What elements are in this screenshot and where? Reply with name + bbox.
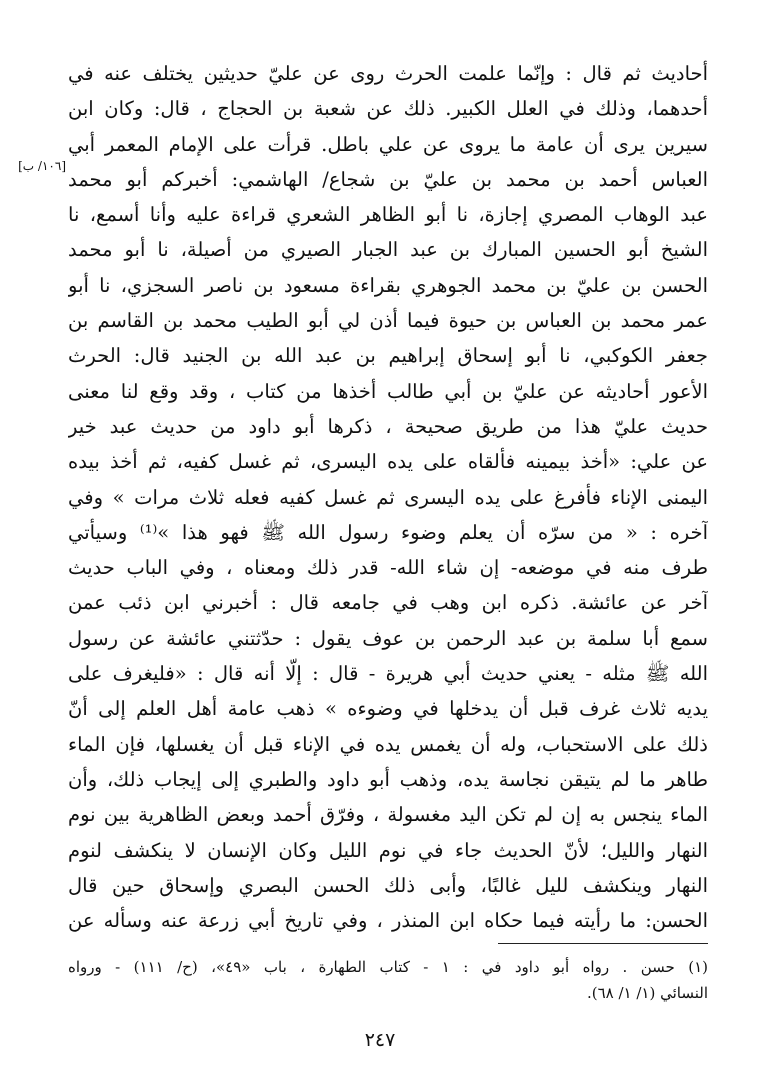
text-line: النهار والليل؛ لأنّ الحديث جاء في نوم الليل وكان الإنسان لا ينكشف لنوم xyxy=(68,838,708,862)
text-line: جعفر الكوكبي، نا أبو إسحاق إبراهيم بن عبد الله بن الجنيد قال: الحرث xyxy=(68,344,708,368)
text-line: طرف منه في موضعه- إن شاء الله- قدر ذلك ومعناه ، وفي الباب حديث xyxy=(68,556,708,580)
text-line: ذلك على الاستحباب، وله أن يغمس يده في الإناء قبل أن يغسلها، فإن الماء xyxy=(68,732,708,756)
text-line: العباس أحمد بن محمد بن عليّ بن شجاع/ الهاشمي: أخبركم أبو محمد xyxy=(68,167,708,191)
text-line: الحسن بن عليّ بن محمد الجوهري بقراءة مسعود بن ناصر السجزي، نا أبو xyxy=(68,273,708,297)
text-line: عبد الوهاب المصري إجازة، نا أبو الظاهر الشعري قراءة عليه وأنا أسمع، نا xyxy=(68,203,708,227)
text-line: النهار وينكشف لليل غالبًا، وأبى ذلك الحسن البصري وإسحاق حين قال xyxy=(68,873,708,897)
text-line: الأعور أحاديثه عن عليّ بن أبي طالب أخذها من كتاب ، وقد وقع لنا معنى xyxy=(68,379,708,403)
text-line: الحسن: ما رأيته فيما حكاه ابن المنذر ، وفي تاريخ أبي زرعة عنه وسأله عن xyxy=(68,909,708,933)
text-line: أحاديث ثم قال : وإنّما علمت الحرث روى عن عليّ حديثين يختلف عنه في xyxy=(68,62,708,85)
text-line: آخر عن عائشة. ذكره ابن وهب في جامعه قال : أخبرني ابن ذئب عمن xyxy=(68,591,708,615)
text-line: سمع أبا سلمة بن عبد الرحمن بن عوف يقول : حدّثتني عائشة عن رسول xyxy=(68,626,708,650)
body-text xyxy=(68,56,708,938)
text-line: يديه ثلاث غرف قبل أن يدخلها في وضوءه » ذهب عامة أهل العلم إلى أنّ xyxy=(68,697,708,721)
text-line: أحدهما، وذلك في العلل الكبير. ذلك عن شعبة بن الحجاج ، قال: وكان ابن xyxy=(68,97,708,121)
text-line: الشيخ أبو الحسين المبارك بن عبد الجبار الصيري من أصيلة، نا أبو محمد xyxy=(68,238,708,262)
footnotes xyxy=(68,954,708,1006)
text-line: سيرين يرى أن عامة ما يروى عن علي باطل. قرأت على الإمام المعمر أبي xyxy=(68,132,708,156)
text-line: حديث عليّ هذا من طريق صحيحة ، ذكرها أبو داود من حديث عبد خير xyxy=(68,414,708,438)
text-line: آخره : « من سرّه أن يعلم وضوء رسول الله ﷺ فهو هذا »⁽¹⁾ وسيأتي xyxy=(68,520,708,544)
page-number: ٢٤٧ xyxy=(364,1029,396,1051)
text-line: عمر محمد بن العباس بن حيوة فيما أذن لي أبو الطيب محمد بن القاسم بن xyxy=(68,309,708,333)
text-line: الماء ينجس به إن لم تكن اليد مغسولة ، وفرّق أحمد وبعض الظاهرية بين نوم xyxy=(68,803,708,827)
text-line: طاهر ما لم يتيقن نجاسة يده، وذهب أبو داود والطبري إلى إيجاب ذلك، وأن xyxy=(68,767,708,791)
footnote-line: (١) حسن . رواه أبو داود في : ١ - كتاب الطهارة ، باب «٤٩»، (ح/ ١١١) - ورواه xyxy=(68,958,708,976)
text-line: عن علي: «أخذ بيمينه فألقاه على يده اليسرى، ثم غسل كفيه، ثم أخذ بيده xyxy=(68,450,708,474)
text-line: الله ﷺ مثله - يعني حديث أبي هريرة - قال : إلّا أنه قال : «فليغرف على xyxy=(68,662,708,686)
text-line: اليمنى الإناء فأفرغ على يده اليسرى ثم غسل كفيه فعله ثلاث مرات » وفي xyxy=(68,485,708,509)
footnote-separator xyxy=(498,943,708,944)
manuscript-folio-marker: [١٠٦/ ب] xyxy=(18,159,66,173)
footnote-line: النسائي (١/ ١/ ٦٨). xyxy=(586,984,708,1002)
